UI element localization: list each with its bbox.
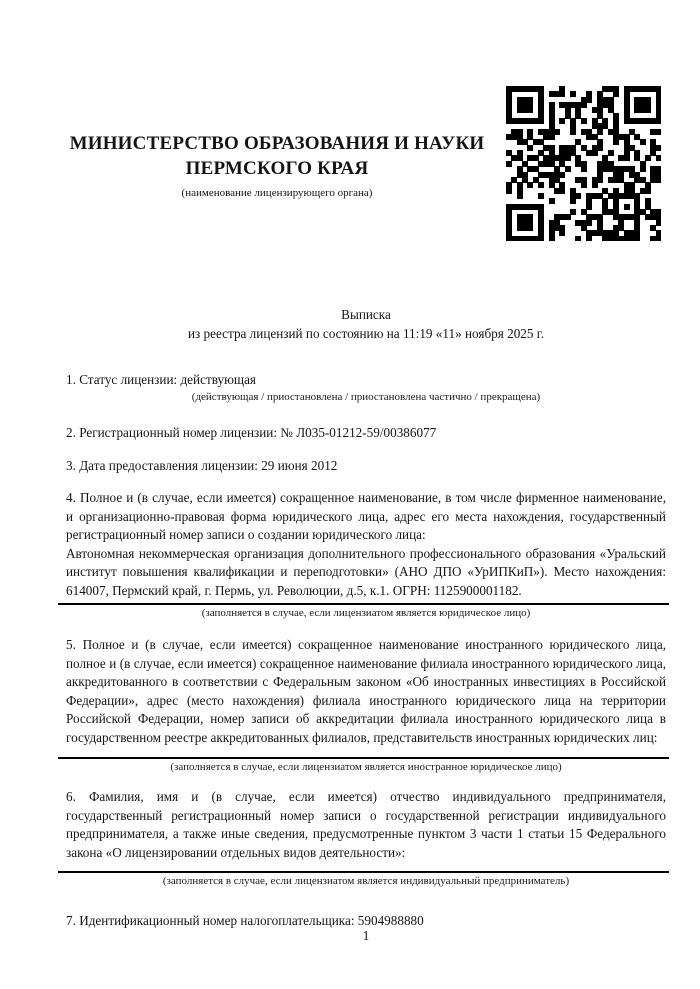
individual-entrepreneur-caption: (заполняется в случае, если лицензиатом является индивидуальный предприниматель) bbox=[162, 875, 570, 887]
item-registration-number bbox=[66, 423, 666, 442]
item-individual-entrepreneur bbox=[66, 788, 666, 888]
taxpayer-number-text: 7. Идентификационный номер налогоплательщика: 5904988880 bbox=[66, 913, 424, 928]
item-legal-entity bbox=[66, 489, 666, 620]
licensing-authority-block bbox=[64, 131, 490, 200]
document-body bbox=[66, 300, 666, 930]
fill-line-foreign-entity bbox=[58, 757, 669, 759]
legal-entity-question: 4. Полное и (в случае, если имеется) сокращенное наименование, в том числе фирменное наименование, и организационно-правовая форма юридического лица, адрес его места нахождения, государственный регистрационный номер записи о создании юридического лица: bbox=[66, 490, 666, 542]
document-title-line2: из реестра лицензий по состоянию на 11:19 «11» ноября 2025 г. bbox=[187, 326, 545, 341]
qr-code bbox=[506, 86, 661, 241]
legal-entity-caption: (заполняется в случае, если лицензиатом является юридическое лицо) bbox=[201, 607, 531, 619]
item-license-status bbox=[66, 370, 666, 404]
legal-entity-answer: Автономная некоммерческая организация дополнительного профессионального образования «Уральский институт повышения квалификации и переподготовки» (АНО ДПО «УрИПКиП»). Место нахождения: 614007, Пермский край, г. Пермь, ул. Революции, д.5, к.1. ОГРН: 1125900001182. bbox=[66, 545, 666, 598]
ministry-name-line1: МИНИСТЕРСТВО ОБРАЗОВАНИЯ И НАУКИ bbox=[69, 133, 485, 154]
item-foreign-entity bbox=[66, 636, 666, 774]
foreign-entity-question: 5. Полное и (в случае, если имеется) сокращенное наименование иностранного юридического лица, полное и (в случае, если имеется) сокращенное наименование филиала иностранного юридического лица, аккредитованного в соответствии с Федеральным законом «Об иностранных инвестициях в Российской Федерации», адрес (место нахождения) филиала иностранного юридического лица на территории Российской Федерации, номер записи об аккредитации филиала иностранного юридического лица в государственном реестре аккредитованных филиалов, представительств иностранных юридических лиц: bbox=[66, 637, 666, 745]
foreign-entity-caption: (заполняется в случае, если лицензиатом является иностранное юридическое лицо) bbox=[170, 761, 562, 773]
item-grant-date bbox=[66, 456, 666, 475]
grant-date-text: 3. Дата предоставления лицензии: 29 июня 2012 bbox=[66, 458, 338, 473]
page-number: 1 bbox=[362, 928, 370, 943]
ministry-caption: (наименование лицензирующего органа) bbox=[181, 187, 373, 199]
license-status-caption: (действующая / приостановлена / приостановлена частично / прекращена) bbox=[191, 391, 541, 403]
document-title bbox=[66, 305, 666, 343]
individual-entrepreneur-question: 6. Фамилия, имя и (в случае, если имеется) отчество индивидуального предпринимателя, государственный регистрационный номер записи о государственной регистрации индивидуального предпринимателя, а также иные сведения, предусмотренные пунктом 3 части 1 статьи 15 Федерального закона «О лицензировании отдельных видов деятельности»: bbox=[66, 789, 666, 860]
fill-line-legal-entity bbox=[58, 603, 669, 605]
fill-line-individual-entrepreneur bbox=[58, 871, 669, 873]
ministry-name-line2: ПЕРМСКОГО КРАЯ bbox=[185, 158, 369, 179]
document-title-line1: Выписка bbox=[341, 307, 391, 322]
registration-number-text: 2. Регистрационный номер лицензии: № Л035-01212-59/00386077 bbox=[66, 425, 437, 440]
license-status-text: 1. Статус лицензии: действующая bbox=[66, 372, 257, 387]
